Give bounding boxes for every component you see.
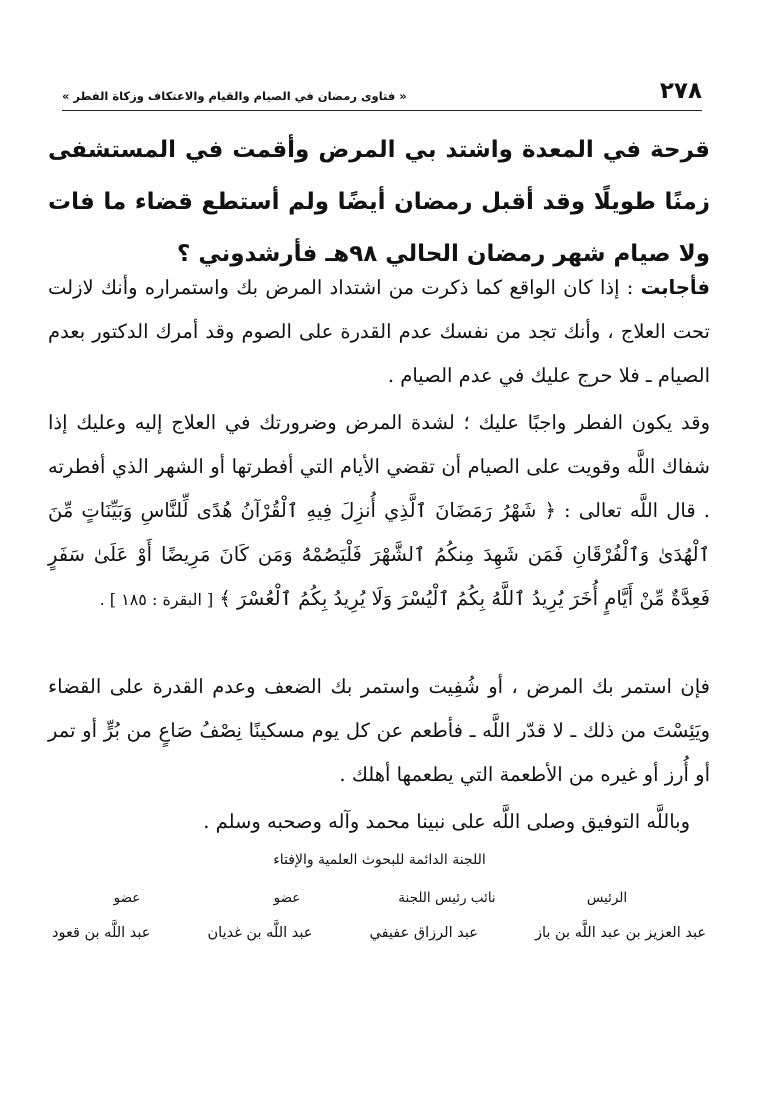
answer-paragraph-2-intro: وقد يكون الفطر واجبًا عليك ؛ لشدة المرض وضرورتك في العلاج إليه وعليك إذا شفاك اللَّه وقويت على الصيام أن تقضي الأيام التي أفطرتها أو الشهر الذي أفطرته . قال اللَّه تعالى : [48, 411, 710, 522]
role-president: الرئيس [586, 890, 628, 906]
name-vice-president: عبد الرزاق عفيفي [369, 925, 478, 941]
committee-title: اللجنة الدائمة للبحوث العلمية والإفتاء [273, 852, 486, 868]
role-member-2: عضو [113, 890, 141, 906]
signatory-names [52, 925, 706, 941]
signatory-roles [52, 890, 682, 906]
page-number: ٢٧٨ [659, 78, 702, 104]
page-header [62, 78, 702, 111]
name-member-1: عبد اللَّه بن غديان [207, 925, 313, 941]
role-member-1: عضو [273, 890, 301, 906]
answer-paragraph-4: وباللَّه التوفيق وصلى اللَّه على نبينا محمد وآله وصحبه وسلم . [203, 810, 690, 833]
quran-reference: [ البقرة : ١٨٥ ] . [99, 590, 214, 609]
role-vice-president: نائب رئيس اللجنة [398, 890, 496, 906]
quran-verse: ﴿ شَهْرُ رَمَضَانَ ٱلَّذِي أُنزِلَ فِيهِ ٱلْقُرْآنُ هُدًى لِّلنَّاسِ وَبَيِّنَاتٍ مِّنَ ٱلْهُدَىٰ وَٱلْفُرْقَانِ فَمَن شَهِدَ مِنكُمُ ٱلشَّهْرَ فَلْيَصُمْهُ وَمَن كَانَ مَرِيضًا أَوْ عَلَىٰ سَفَرٍ فَعِدَّةٌ مِّنْ أَيَّامٍ أُخَرَ يُرِيدُ ٱللَّهُ بِكُمُ ٱلْيُسْرَ وَلَا يُرِيدُ بِكُمُ ٱلْعُسْرَ ﴾ [48, 499, 710, 610]
answer-paragraph-1-text: : إذا كان الواقع كما ذكرت من اشتداد المرض بك واستمراره وأنك لازلت تحت العلاج ، وأنك تجد من نفسك عدم القدرة على الصوم وقد أمرك الدكتور بعدم الصيام ـ فلا حرج عليك في عدم الصيام . [48, 276, 710, 387]
running-title: « فتاوى رمضان في الصيام والقيام والاعتكاف وزكاة الفطر » [62, 89, 407, 103]
name-president: عبد العزيز بن عبد اللَّه بن باز [534, 925, 706, 941]
answer-paragraph-2 [48, 401, 710, 622]
name-member-2: عبد اللَّه بن قعود [52, 925, 151, 941]
answer-paragraph-1 [48, 266, 710, 398]
question-text: قرحة في المعدة واشتد بي المرض وأقمت في المستشفى زمنًا طويلًا وقد أقبل رمضان أيضًا ولم أستطع قضاء ما فات ولا صيام شهر رمضان الحالي ٩٨هـ فأرشدوني ؟ [48, 137, 710, 267]
answer-label: فأجابت [640, 276, 710, 299]
answer-paragraph-3: فإن استمر بك المرض ، أو شُفِيت واستمر بك الضعف وعدم القدرة على القضاء ويَئِسْتَ من ذلك ـ لا قدّر اللَّه ـ فأطعم عن كل يوم مسكينًا نِصْفُ صَاعٍ من بُرٍّ أو تمر أو أُرز أو غيره من الأطعمة التي يطعمها أهلك . [48, 675, 710, 786]
